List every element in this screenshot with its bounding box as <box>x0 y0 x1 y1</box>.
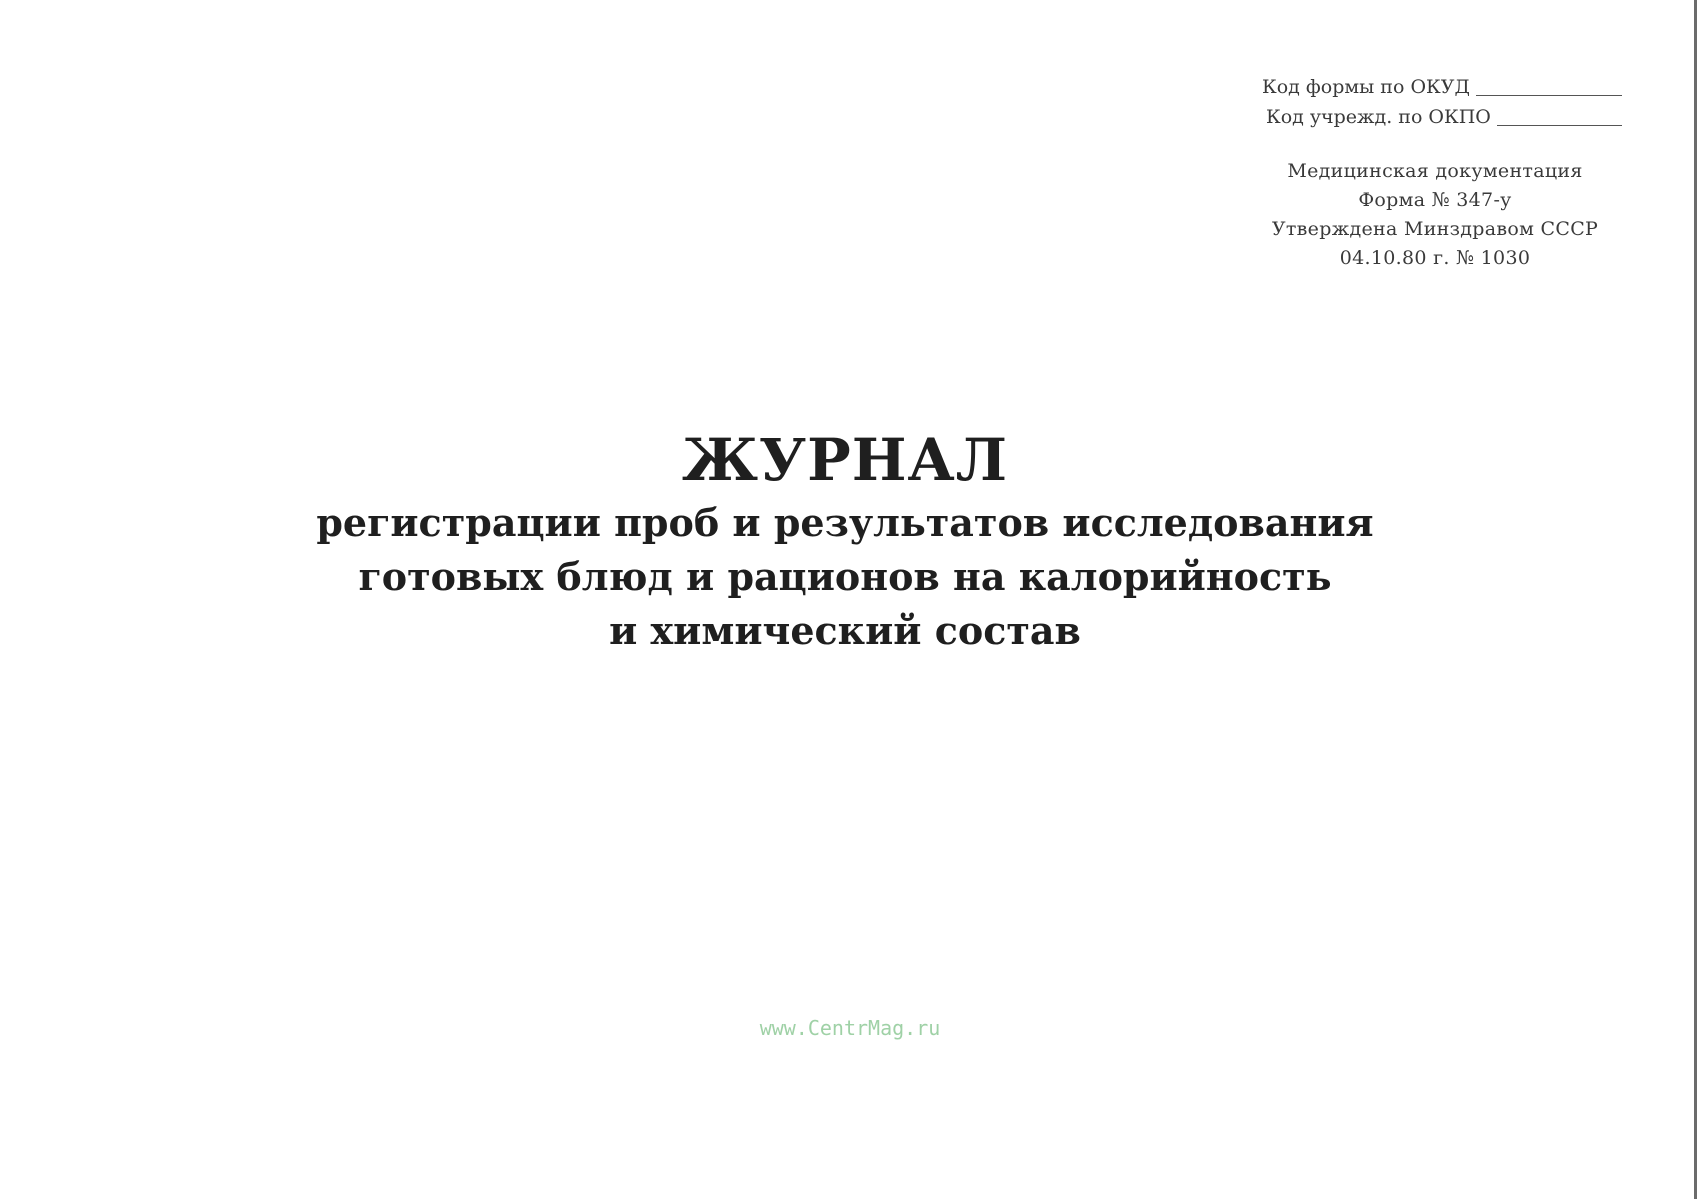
okpo-blank-line <box>1497 124 1622 126</box>
form-approval-info <box>1240 157 1630 273</box>
form-codes <box>1262 72 1622 132</box>
journal-subtitle-line-2: готовых блюд и рационов на калорийность <box>358 554 1332 599</box>
approved-by-line: Утверждена Минздравом СССР <box>1271 218 1599 240</box>
okpo-label: Код учрежд. по ОКПО <box>1266 106 1491 128</box>
journal-subtitle-line-1: регистрации проб и результатов исследования <box>316 500 1374 545</box>
journal-title-block <box>240 425 1450 657</box>
okud-blank-line <box>1476 94 1622 96</box>
okpo-code-row <box>1262 102 1622 132</box>
journal-title: ЖУРНАЛ <box>681 426 1009 494</box>
okud-code-row <box>1262 72 1622 102</box>
okud-label: Код формы по ОКУД <box>1262 76 1470 98</box>
approval-date-line: 04.10.80 г. № 1030 <box>1339 247 1531 269</box>
form-number-line: Форма № 347-у <box>1358 189 1512 211</box>
med-doc-line: Медицинская документация <box>1287 160 1583 182</box>
journal-subtitle-line-3: и химический состав <box>609 608 1081 653</box>
watermark-text: www.CentrMag.ru <box>759 1016 941 1040</box>
